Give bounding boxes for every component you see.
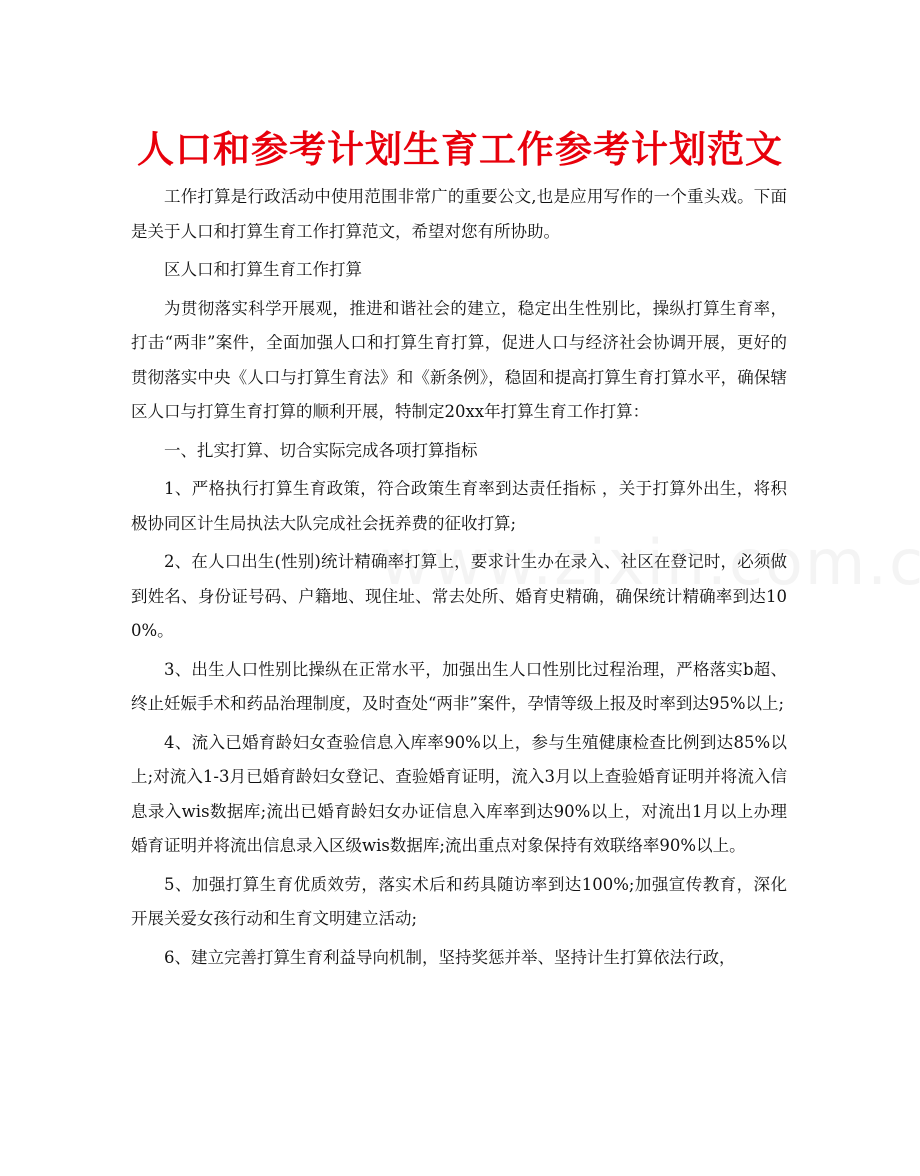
list-item: 6、建立完善打算生育利益导向机制，坚持奖惩并举、坚持计生打算依法行政， [164, 947, 736, 967]
list-item: 2、在人口出生(性别)统计精确率打算上，要求计生办在录入、社区在登记时，必须做到姓名、身份证号码、户籍地、现住址、常去处所、婚育史精确，确保统计精确率到达100%。 [131, 552, 787, 640]
document-title: 人口和参考计划生育工作参考计划范文 [137, 128, 783, 171]
subsection-heading: 一、扎实打算、切合实际完成各项打算指标 [164, 440, 478, 460]
body-paragraph: 为贯彻落实科学开展观，推进和谐社会的建立，稳定出生性别比，操纵打算生育率，打击“两非”案件，全面加强人口和打算生育打算，促进人口与经济社会协调开展，更好的贯彻落实中央《人口与打算生育法》和《新条例》，稳固和提高打算生育打算水平，确保辖区人口与打算生育打算的顺利开展，特制定20xx年打算生育工作打算： [131, 298, 787, 421]
intro-paragraph: 工作打算是行政活动中使用范围非常广的重要公文,也是应用写作的一个重头戏。下面是关于人口和打算生育工作打算范文，希望对您有所协助。 [131, 187, 787, 241]
list-item: 5、加强打算生育优质效劳，落实术后和药具随访率到达100%;加强宣传教育，深化开展关爱女孩行动和生育文明建立活动; [131, 874, 787, 928]
list-item: 3、出生人口性别比操纵在正常水平，加强出生人口性别比过程治理，严格落实b超、终止妊娠手术和药品治理制度，及时查处“两非”案件，孕情等级上报及时率到达95%以上; [131, 659, 787, 713]
section-heading: 区人口和打算生育工作打算 [164, 260, 362, 279]
document-body [131, 180, 787, 979]
list-item: 1、严格执行打算生育政策，符合政策生育率到达责任指标 ，关于打算外出生，将积极协同区计生局执法大队完成社会抚养费的征收打算; [131, 479, 787, 533]
list-item: 4、流入已婚育龄妇女查验信息入库率90%以上，参与生殖健康检查比例到达85%以上;对流入1-3月已婚育龄妇女登记、查验婚育证明，流入3月以上查验婚育证明并将流入信息录入wis数据库;流出已婚育龄妇女办证信息入库率到达90%以上，对流出1月以上办理婚育证明并将流出信息录入区级wis数据库;流出重点对象保持有效联络率90%以上。 [131, 732, 787, 855]
